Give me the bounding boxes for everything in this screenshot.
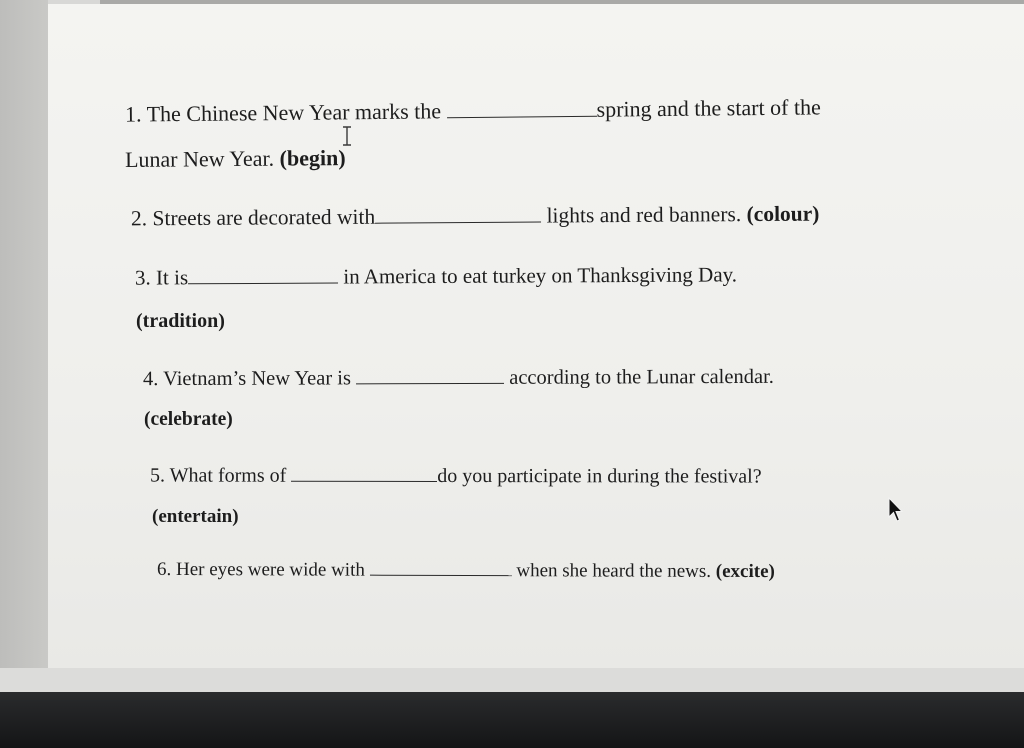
item-1-text-before: The Chinese New Year marks the — [146, 98, 442, 127]
item-4-number: 4. — [142, 368, 159, 391]
item-5-text-before: What forms of — [169, 464, 287, 487]
item-6-text-before: Her eyes were wide with — [175, 558, 365, 581]
item-5-text-after: do you participate in during the festival? — [437, 464, 762, 488]
item-4-line — [143, 367, 774, 390]
item-6-line — [157, 560, 775, 581]
item-3-text-after: in America to eat turkey on Thanksgiving Day. — [343, 262, 738, 289]
item-4-text-after: according to the Lunar calendar. — [509, 365, 774, 389]
item-1-answer-blank[interactable] — [447, 116, 597, 119]
item-1-continuation-line — [125, 147, 346, 171]
item-3-line — [135, 264, 737, 288]
item-2-text-after: lights and red banners. — [546, 202, 742, 228]
item-2-line — [130, 201, 820, 231]
item-3-number: 3. — [134, 265, 151, 290]
item-4-hint: (celebrate) — [144, 409, 233, 430]
i-beam-cursor-icon — [342, 126, 352, 146]
item-4-answer-blank[interactable] — [356, 383, 504, 385]
item-6-answer-blank[interactable] — [370, 575, 512, 576]
item-2-text-before: Streets are decorated with — [152, 204, 376, 231]
item-6-number: 6. — [156, 558, 172, 580]
item-6-hint: (excite) — [715, 560, 775, 583]
item-5-line — [150, 465, 762, 486]
item-2-answer-blank[interactable] — [375, 222, 541, 224]
item-3-hint: (tradition) — [136, 310, 225, 332]
page-left-margin — [0, 0, 48, 668]
monitor-bezel — [0, 692, 1024, 748]
item-1-hint: (begin) — [279, 145, 346, 171]
item-5-answer-blank[interactable] — [291, 481, 437, 482]
item-3-hint-line — [136, 311, 225, 331]
item-5-hint-line — [152, 507, 239, 526]
item-4-hint-line — [144, 410, 233, 430]
item-1-continuation: Lunar New Year. — [124, 145, 275, 172]
item-3-text-before: It is — [155, 265, 189, 290]
item-1-text-after: spring and the start of the — [596, 94, 821, 122]
item-6-text-after: when she heard the news. — [516, 560, 712, 582]
item-1-number: 1. — [124, 101, 142, 127]
item-2-hint: (colour) — [746, 201, 820, 227]
item-2-number: 2. — [130, 206, 148, 231]
item-4-text-before: Vietnam’s New Year is — [163, 367, 351, 391]
arrow-pointer-icon — [886, 496, 904, 524]
item-5-hint: (entertain) — [152, 506, 239, 527]
item-5-number: 5. — [149, 464, 166, 487]
item-3-answer-blank[interactable] — [188, 283, 338, 285]
